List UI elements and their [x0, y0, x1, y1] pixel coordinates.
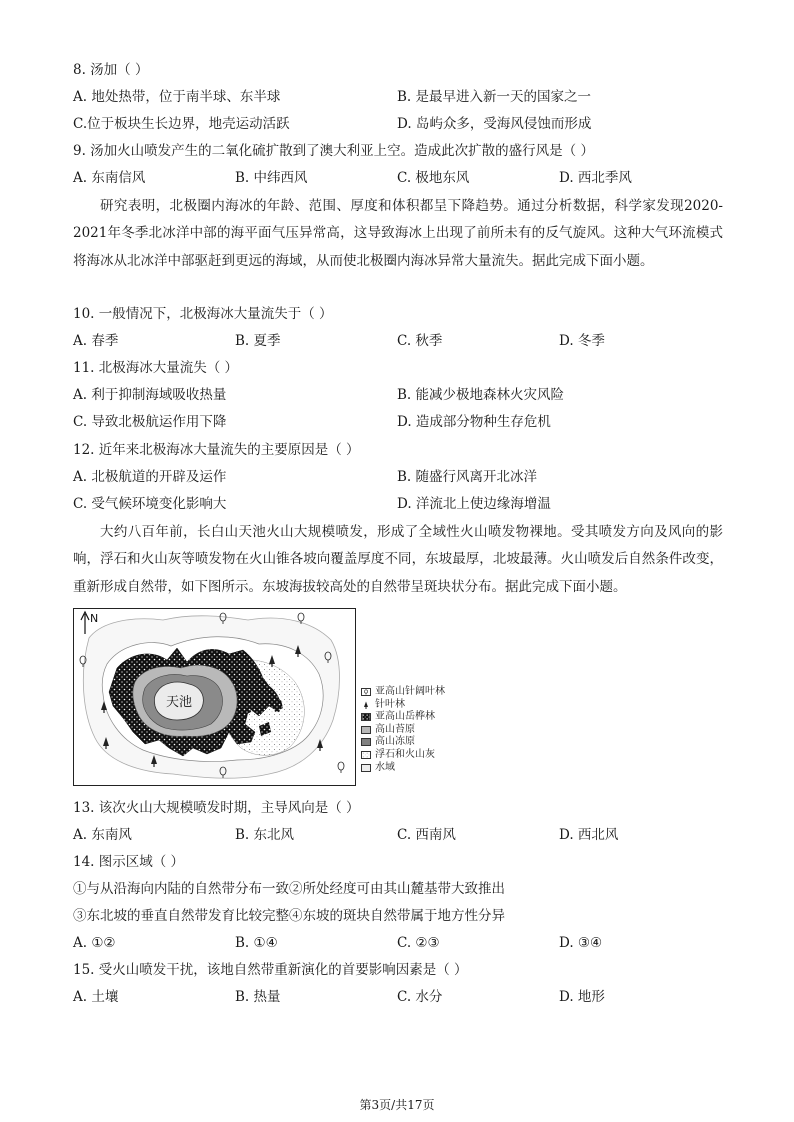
question-11-stem: 11. 北极海冰大量流失（ ）: [73, 360, 239, 376]
q12-option-b: B. 随盛行风离开北冰洋: [397, 469, 538, 485]
legend-item: [361, 749, 445, 762]
q10-option-a: A. 春季: [73, 333, 119, 349]
q15-option-b: B. 热量: [235, 989, 281, 1005]
conifer-tree-icon: [361, 701, 371, 709]
q15-option-d: D. 地形: [559, 989, 605, 1005]
q14-statement-line-1: ①与从沿海向内陆的自然带分布一致②所处经度可由其山麓基带大致推出: [73, 881, 505, 897]
q9-option-a: A. 东南信风: [73, 170, 146, 186]
question-13-stem: 13. 该次火山大规模喷发时期，主导风向是（ ）: [73, 800, 360, 816]
legend-label: 高山冻原: [375, 736, 415, 748]
q11-option-a: A. 利于抑制海域吸收热量: [73, 387, 227, 403]
legend-item: [361, 762, 445, 775]
legend-label: 亚高山针阔叶林: [375, 686, 445, 697]
q11-option-d: D. 造成部分物种生存危机: [397, 414, 551, 430]
map-legend: [361, 686, 445, 774]
q8-option-d: D. 岛屿众多，受海风侵蚀而形成: [397, 116, 592, 132]
q14-option-d: D. ③④: [559, 935, 603, 951]
q12-option-c: C. 受气候环境变化影响大: [73, 496, 227, 512]
legend-item: [361, 711, 445, 724]
legend-item: [361, 699, 445, 712]
legend-label: 高山苔原: [375, 723, 415, 735]
q9-option-d: D. 西北季风: [559, 170, 632, 186]
q11-option-c: C. 导致北极航运作用下降: [73, 414, 227, 430]
meadow-swatch: [361, 726, 371, 734]
q13-option-d: D. 西北风: [559, 827, 619, 843]
q10-option-b: B. 夏季: [235, 333, 281, 349]
tundra-swatch: [361, 738, 371, 746]
q9-option-c: C. 极地东风: [397, 170, 470, 186]
passage-arctic-sea-ice: 研究表明，北极圈内海冰的年龄、范围、厚度和体积都呈下降趋势。通过分析数据，科学家发现2020-2021年冬季北冰洋中部的海平面气压异常高，这导致海冰上出现了前所未有的反气旋风。这种大气环流模式将海冰从北冰洋中部驱赶到更远的海域，从而使北极圈内海冰异常大量流失。据此完成下面小题。: [73, 198, 723, 269]
legend-label: 亚高山岳桦林: [375, 711, 435, 723]
q13-option-b: B. 东北风: [235, 827, 295, 843]
q10-option-d: D. 冬季: [559, 333, 605, 349]
question-10-stem: 10. 一般情况下，北极海冰大量流失于（ ）: [73, 306, 333, 322]
q15-option-a: A. 土壤: [73, 989, 119, 1005]
passage-changbai-volcano: 大约八百年前，长白山天池火山大规模喷发，形成了全域性火山喷发物裸地。受其喷发方向及风向的影响，浮石和火山灰等喷发物在火山锥各坡向覆盖厚度不同，东坡最厚，北坡最薄。火山喷发后自然条件改变，重新形成自然带，如下图所示。东坡海拔较高处的自然带呈斑块状分布。据此完成下面小题。: [73, 524, 723, 595]
q12-option-d: D. 洋流北上使边缘海增温: [397, 496, 551, 512]
q14-option-a: A. ①②: [73, 935, 116, 951]
legend-item: [361, 686, 445, 699]
question-8-stem: 8. 汤加（ ）: [73, 62, 149, 78]
legend-label: 针叶林: [375, 698, 405, 710]
pumice-fill-swatch: [361, 751, 371, 759]
birch-fill-swatch: [361, 713, 371, 721]
legend-label: 浮石和火山灰: [375, 748, 435, 760]
question-14-stem: 14. 图示区域（ ）: [73, 854, 185, 870]
question-12-stem: 12. 近年来北极海冰大量流失的主要原因是（ ）: [73, 442, 360, 458]
legend-item: [361, 736, 445, 749]
q14-option-b: B. ①④: [235, 935, 278, 951]
q10-option-c: C. 秋季: [397, 333, 443, 349]
q13-option-a: A. 东南风: [73, 827, 132, 843]
question-9-stem: 9. 汤加火山喷发产生的二氧化硫扩散到了澳大利亚上空。造成此次扩散的盛行风是（ ）: [73, 143, 594, 159]
q9-option-b: B. 中纬西风: [235, 170, 308, 186]
north-label: N: [90, 612, 99, 625]
q14-option-c: C. ②③: [397, 935, 440, 951]
q13-option-c: C. 西南风: [397, 827, 456, 843]
page-number: 第3页/共17页: [359, 1098, 435, 1112]
q15-option-c: C. 水分: [397, 989, 443, 1005]
lake-label: 天池: [166, 695, 193, 710]
legend-label: 水域: [375, 761, 395, 773]
q12-option-a: A. 北极航道的开辟及运作: [73, 469, 227, 485]
question-15-stem: 15. 受火山喷发干扰，该地自然带重新演化的首要影响因素是（ ）: [73, 962, 468, 978]
legend-item: [361, 724, 445, 737]
changbai-tianchi-vegetation-map: [73, 608, 356, 786]
water-swatch: [361, 764, 371, 772]
q8-option-c: C.位于板块生长边界，地壳运动活跃: [73, 116, 290, 132]
q14-statement-line-2: ③东北坡的垂直自然带发育比较完整④东坡的斑块自然带属于地方性分异: [73, 908, 505, 924]
q8-option-a: A. 地处热带，位于南半球、东半球: [73, 89, 281, 105]
q8-option-b: B. 是最早进入新一天的国家之一: [397, 89, 592, 105]
q11-option-b: B. 能减少极地森林火灾风险: [397, 387, 565, 403]
broadleaf-tree-icon: [361, 688, 371, 696]
